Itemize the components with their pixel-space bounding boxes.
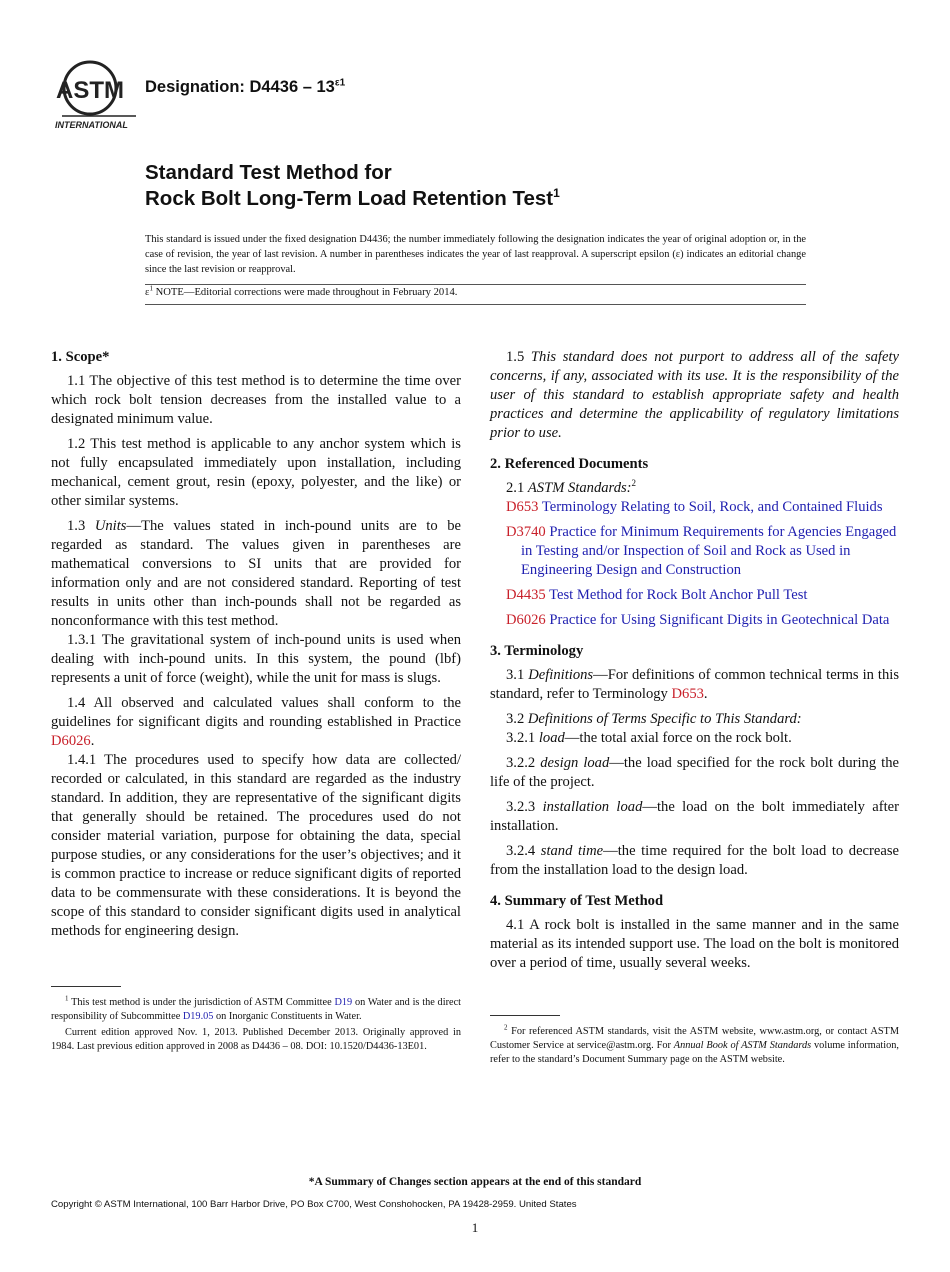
reference-item[interactable]: D4435 Test Method for Rock Bolt Anchor Pull Test (506, 587, 808, 603)
footnote-rule-right (490, 1015, 560, 1016)
copyright: Copyright © ASTM International, 100 Barr Harbor Drive, PO Box C700, West Conshohocken, PA 19428-2959. United States (51, 1199, 577, 1210)
logo-text: INTERNATIONAL (55, 120, 128, 130)
para-1-4: 1.4 All observed and calculated values shall conform to the guidelines for significant digits and rounding established in Practice D6026. (51, 695, 461, 749)
logo-mark: ASTM (56, 77, 124, 104)
reference-item[interactable]: D3740 Practice for Minimum Requirements for Agencies Engaged in Testing and/or Inspection of Soil and Rock as Used in Engineering Design and Construction (506, 524, 897, 578)
section-scope-heading: 1. Scope* (51, 349, 110, 365)
reference-list (490, 498, 899, 630)
reference-item[interactable]: D653 Terminology Relating to Soil, Rock, and Contained Fluids (506, 499, 883, 515)
link-d653[interactable]: D653 (671, 686, 704, 702)
summary-of-changes-note: *A Summary of Changes section appears at the end of this standard (308, 1176, 642, 1188)
para-3-2-3: 3.2.3 installation load—the load on the bolt immediately after installation. (490, 799, 899, 834)
para-1-4-1: 1.4.1 The procedures used to specify how data are collected/ recorded or calculated, in this standard are regarded as the industry standard. In addition, they are representative of the significant digits that generally should be retained. The procedures used do not consider material variation, purpose for obtaining the data, special purpose studies, or any considerations for the user’s objectives; and it is common practice to increase or reduce significant digits of reported data to be commensurate with these considerations. It is beyond the scope of this standard to consider significant digits used in analytical methods for engineering design. (51, 752, 461, 939)
title-line-2: Rock Bolt Long-Term Load Retention Test$^1$ (145, 186, 560, 210)
para-3-2-2: 3.2.2 design load—the load specified for the rock bolt during the life of the project. (490, 755, 899, 790)
para-1-2: 1.2 This test method is applicable to any anchor system which is not fully encapsulated immediately upon installation, including mechanical, cement grout, resin (epoxy, polyester, and the like) or other similar systems. (51, 436, 461, 509)
para-4-1: 4.1 A rock bolt is installed in the same manner and in the same material as its intended support use. The load on the bolt is monitored over a period of time, usually several weeks. (490, 917, 899, 971)
link-d19-05[interactable]: D19.05 (182, 1011, 214, 1022)
section-terminology-heading: 3. Terminology (490, 643, 584, 659)
para-3-2-1: 3.2.1 load—the total axial force on the rock bolt. (506, 730, 792, 746)
note-rule-bottom (145, 304, 806, 305)
para-2-1: 2.1 ASTM Standards:$^2$ (506, 478, 637, 496)
para-1-3: 1.3 Units—The values stated in inch-pound units are to be regarded as standard. The values given in parentheses are mathematical conversions to SI units that are provided for information only and are not considered standard. Reporting of test results in units other than inch-pounds shall not be regarded as nonconformance with this test method. (51, 518, 462, 629)
note-rule-top (145, 284, 806, 285)
footnote-1: $^1$ This test method is under the jurisdiction of ASTM Committee D19 on Water and is the direct responsibility of Subcommittee D19.05 on Inorganic Constituents in Water. Current edition approved Nov. 1, 2013. Published December 2013. Originally approved in 1984. Last previous edition approved in 2008 as D4436 – 08. DOI: 10.1520/D4436-13E01. (51, 994, 461, 1052)
link-d6026[interactable]: D6026 (51, 733, 91, 749)
reference-item[interactable]: D6026 Practice for Using Significant Digits in Geotechnical Data (506, 612, 890, 628)
para-3-1: 3.1 Definitions—For definitions of common technical terms in this standard, refer to Terminology D653. (490, 667, 900, 702)
para-1-1: 1.1 The objective of this test method is to determine the time over which rock bolt tension decreases from the installed value to a designated minimum value. (51, 373, 461, 427)
para-3-2-4: 3.2.4 stand time—the time required for the bolt load to decrease from the installation load to the design load. (490, 843, 900, 878)
astm-logo (52, 58, 136, 132)
page-title (145, 160, 560, 212)
editorial-note: $\varepsilon^1$ NOTE—Editorial corrections were made throughout in February 2014. (145, 284, 458, 298)
page-number: 1 (471, 1220, 479, 1235)
link-d19[interactable]: D19 (334, 997, 353, 1008)
footnote-rule-left (51, 986, 121, 987)
section-referenced-documents-heading: 2. Referenced Documents (490, 456, 649, 472)
title-line-1: Standard Test Method for (145, 161, 392, 184)
footnote-2: $^2$ For referenced ASTM standards, visit the ASTM website, www.astm.org, or contact ASTM Customer Service at service@astm.org. For Annual Book of ASTM Standards volume information, refer to the standard’s Document Summary page on the ASTM website. (490, 1023, 899, 1065)
designation: Designation: $D4436 - 13^{\varepsilon 1}$ (145, 77, 346, 96)
para-3-2: 3.2 Definitions of Terms Specific to This Standard: (506, 711, 802, 727)
section-summary-heading: 4. Summary of Test Method (490, 893, 664, 909)
para-1-3-1: 1.3.1 The gravitational system of inch-pound units is used when dealing with inch-pound units. In this system, the pound (lbf) represents a unit of force (weight), while the unit for mass is slugs. (51, 632, 461, 686)
astm-logo-icon (52, 58, 136, 132)
issuance-statement: This standard is issued under the fixed designation D4436; the number immediately following the designation indicates the year of original adoption or, in the case of revision, the year of last revision. A number in parentheses indicates the year of last reapproval. A superscript epsilon (ε) indicates an editorial change since the last revision or reapproval. (145, 234, 806, 275)
para-1-5: 1.5 This standard does not purport to address all of the safety concerns, if any, associated with its use. It is the responsibility of the user of this standard to establish appropriate safety and health practices and determine the applicability of regulatory limitations prior to use. (490, 349, 899, 441)
right-column (490, 348, 899, 979)
left-column (51, 348, 461, 947)
